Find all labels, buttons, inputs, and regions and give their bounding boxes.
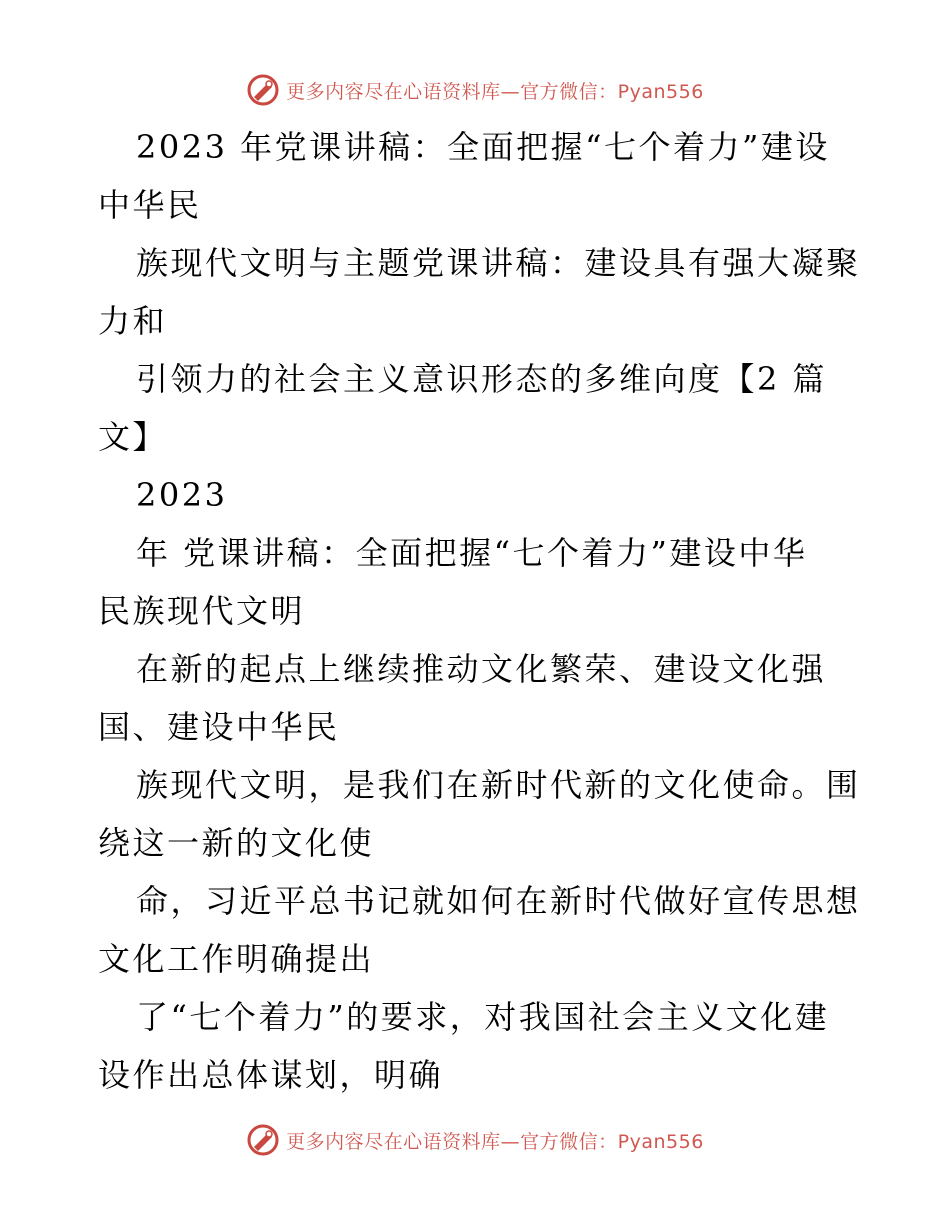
doc-line-12: 族现代文明，是我们在新时代新的文化使命。围 bbox=[136, 766, 861, 804]
document-body bbox=[98, 118, 861, 1104]
doc-line-4: 力和 bbox=[98, 302, 168, 340]
doc-line-10: 在新的起点上继续推动文化繁荣、建设文化强 bbox=[136, 650, 827, 688]
header-banner-text: 更多内容尽在心语资料库—官方微信：Pyan556 bbox=[286, 80, 704, 103]
doc-line-5: 引领力的社会主义意识形态的多维向度【2 篇 bbox=[136, 360, 828, 398]
doc-line-16: 了“七个着力”的要求，对我国社会主义文化建 bbox=[136, 998, 830, 1036]
doc-line-1: 2023 年党课讲稿：全面把握“七个着力”建设 bbox=[136, 128, 830, 166]
doc-line-2: 中华民 bbox=[98, 186, 202, 224]
pen-circle-logo-icon bbox=[246, 1123, 280, 1157]
doc-line-7: 2023 bbox=[136, 476, 228, 514]
header-banner bbox=[0, 70, 950, 110]
doc-line-14: 命，习近平总书记就如何在新时代做好宣传思想 bbox=[136, 882, 861, 920]
doc-line-15: 文化工作明确提出 bbox=[98, 940, 375, 978]
doc-line-6: 文】 bbox=[98, 418, 168, 456]
footer-banner bbox=[0, 1120, 950, 1160]
doc-line-3: 族现代文明与主题党课讲稿：建设具有强大凝聚 bbox=[136, 244, 861, 282]
doc-line-13: 绕这一新的文化使 bbox=[98, 824, 375, 862]
doc-line-9: 民族现代文明 bbox=[98, 592, 306, 630]
doc-line-17: 设作出总体谋划，明确 bbox=[98, 1056, 444, 1094]
pen-circle-logo-icon bbox=[246, 73, 280, 107]
doc-line-8: 年 党课讲稿：全面把握“七个着力”建设中华 bbox=[136, 534, 808, 572]
footer-banner-text: 更多内容尽在心语资料库—官方微信：Pyan556 bbox=[286, 1130, 704, 1153]
doc-line-11: 国、建设中华民 bbox=[98, 708, 340, 746]
